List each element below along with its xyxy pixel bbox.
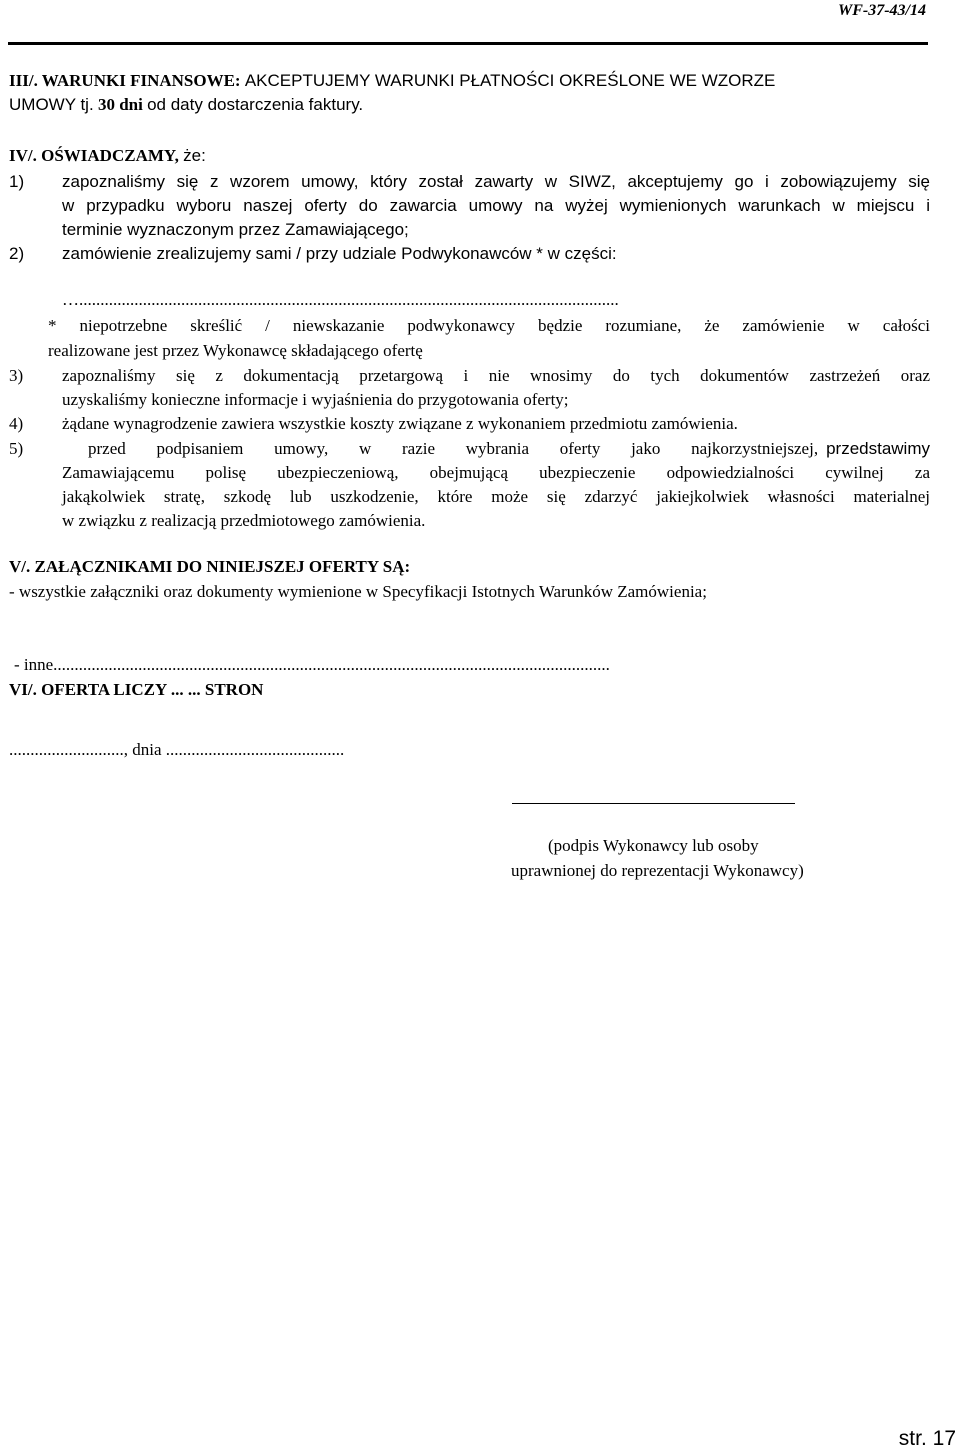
item2-note-line1: * niepotrzebne skreślić / niewskazanie podwykonawcy będzie rozumiane, że zamówienie w całości [48, 316, 930, 335]
item1-line2: w przypadku wyboru naszej oferty do zawarcia umowy na wyżej wymienionych warunkach w miejscu i [62, 196, 930, 215]
section3-line2 [9, 95, 363, 115]
section3-line1-rest: AKCEPTUJEMY WARUNKI PŁATNOŚCI OKREŚLONE WE WZORZE [244, 71, 776, 90]
section6-heading: VI/. OFERTA LICZY ... ... STRON [9, 680, 264, 699]
item2-line1: zamówienie zrealizujemy sami / przy udziale Podwykonawców * w części: [62, 244, 617, 263]
item5-line3: jakąkolwiek stratę, szkodę lub uszkodzenie, które może się zdarzyć jakiejkolwiek własności materialnej [62, 487, 930, 506]
item2-note-line2: realizowane jest przez Wykonawcę składającego ofertę [48, 341, 423, 360]
item5-line4: w związku z realizacją przedmiotowego zamówienia. [62, 511, 426, 530]
section3-payment-days: 30 dni [97, 95, 143, 114]
place-date-line: ..........................., dnia .......................................... [9, 740, 345, 759]
section3-line1 [9, 71, 775, 91]
item3-number: 3) [9, 366, 24, 385]
document-code: WF-37-43/14 [838, 2, 926, 19]
section5-heading: V/. ZAŁĄCZNIKAMI DO NINIEJSZEJ OFERTY SĄ: [9, 557, 411, 576]
item3-line2: uzyskaliśmy konieczne informacje i wyjaśnienia do przygotowania oferty; [62, 390, 569, 409]
item4-number: 4) [9, 414, 24, 433]
item5-line2: Zamawiającemu polisę ubezpieczeniową, obejmującą ubezpieczenie odpowiedzialności cywilnej za [62, 463, 930, 482]
section3-heading: III/. WARUNKI FINANSOWE: [9, 71, 241, 90]
signature-caption-line1: (podpis Wykonawcy lub osoby [548, 836, 759, 855]
section4-heading-rest: że: [183, 146, 206, 165]
section5-line1: - wszystkie załączniki oraz dokumenty wymienione w Specyfikacji Istotnych Warunków Zamówienia; [9, 582, 707, 601]
header-rule [8, 42, 928, 45]
signature-caption-line2: uprawnionej do reprezentacji Wykonawcy) [511, 861, 804, 880]
section5-line2: - inne................................................................................................................................... [14, 655, 610, 674]
page-number: str. 17 [898, 1427, 956, 1450]
item3-line1: zapoznaliśmy się z dokumentacją przetargową i nie wnosimy do tych dokumentów zastrzeżeń oraz [62, 366, 930, 385]
item1-line3: terminie wyznaczonym przez Zamawiającego; [62, 220, 409, 239]
item2-dots: …............................................................................................................................... [62, 290, 619, 309]
item5-line1-word: przedstawimy [826, 439, 930, 458]
item5-line1 [88, 439, 930, 459]
item2-number: 2) [9, 244, 25, 263]
item5-line1-text: przed podpisaniem umowy, w razie wybrania oferty jako najkorzystniejszej, [88, 439, 819, 458]
section3-line2-a: UMOWY tj. [9, 95, 94, 114]
item1-number: 1) [9, 172, 25, 191]
signature-line [512, 803, 795, 804]
section4-heading-line [9, 146, 206, 166]
section3-line2-b: od daty dostarczenia faktury. [147, 95, 364, 114]
section4-heading: IV/. OŚWIADCZAMY, [9, 146, 179, 165]
item4-line1: żądane wynagrodzenie zawiera wszystkie koszty związane z wykonaniem przedmiotu zamówienia. [62, 414, 738, 433]
item1-line1: zapoznaliśmy się z wzorem umowy, który został zawarty w SIWZ, akceptujemy go i zobowiązujemy się [62, 172, 930, 191]
item5-number: 5) [9, 439, 24, 458]
